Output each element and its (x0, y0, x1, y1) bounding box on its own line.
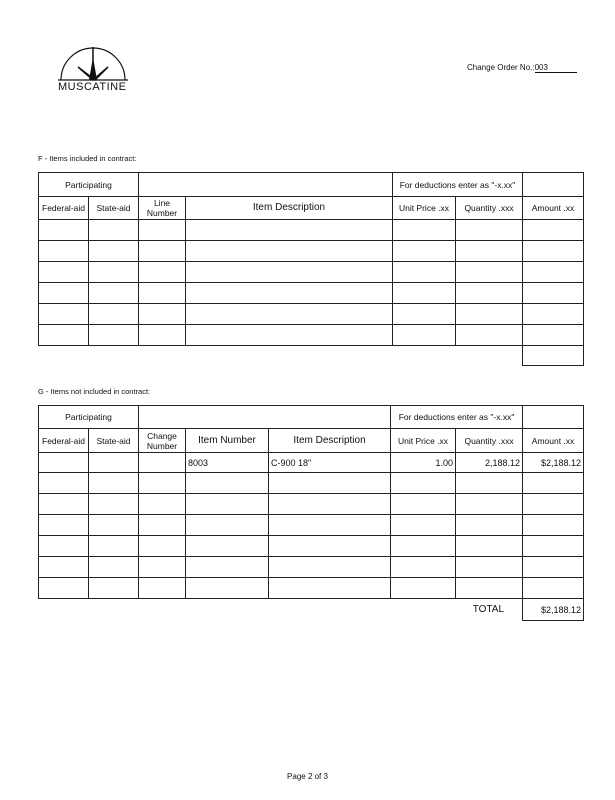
change-order-number: 003 (535, 63, 577, 73)
table-row (39, 536, 584, 557)
table-row (39, 262, 584, 283)
col-item-description: Item Description (269, 429, 391, 453)
page-number: Page 2 of 3 (287, 772, 328, 781)
table-row (39, 578, 584, 599)
col-quantity: Quantity .xxx (456, 197, 523, 220)
table-row (39, 304, 584, 325)
section-f-title: F - Items included in contract: (38, 154, 137, 163)
col-unit-price: Unit Price .xx (391, 429, 456, 453)
section-f-table (38, 172, 584, 366)
col-amount: Amount .xx (523, 429, 584, 453)
table-row (39, 325, 584, 346)
unit-price: 1.00 (391, 453, 456, 473)
participating-header: Participating (39, 173, 139, 197)
table-row (39, 494, 584, 515)
item-number: 8003 (186, 453, 269, 473)
total-amount: $2,188.12 (523, 599, 584, 621)
col-unit-price: Unit Price .xx (393, 197, 456, 220)
table-row (39, 283, 584, 304)
subtotal-cell (523, 346, 584, 366)
table-row (39, 241, 584, 262)
col-line-number: Line Number (139, 197, 186, 220)
table-row (39, 453, 584, 473)
table-row (39, 473, 584, 494)
table-row (39, 557, 584, 578)
total-label: TOTAL (39, 599, 523, 621)
col-item-description: Item Description (186, 197, 393, 220)
deductions-note: For deductions enter as "-x.xx" (391, 406, 523, 429)
change-order-label: Change Order No.:003 (467, 63, 577, 73)
col-amount: Amount .xx (523, 197, 584, 220)
section-g-title: G - Items not included in contract: (38, 387, 151, 396)
table-row (39, 220, 584, 241)
logo-text: MUSCATINE (58, 81, 127, 93)
item-description: C-900 18" (269, 453, 391, 473)
amount: $2,188.12 (523, 453, 584, 473)
quantity: 2,188.12 (456, 453, 523, 473)
section-g-table (38, 405, 584, 621)
col-change-number: Change Number (139, 429, 186, 453)
deductions-note: For deductions enter as "-x.xx" (393, 173, 523, 197)
table-row (39, 515, 584, 536)
col-item-number: Item Number (186, 429, 269, 453)
col-quantity: Quantity .xxx (456, 429, 523, 453)
col-federal-aid: Federal-aid (39, 429, 89, 453)
col-state-aid: State-aid (89, 429, 139, 453)
participating-header: Participating (39, 406, 139, 429)
col-federal-aid: Federal-aid (39, 197, 89, 220)
col-state-aid: State-aid (89, 197, 139, 220)
